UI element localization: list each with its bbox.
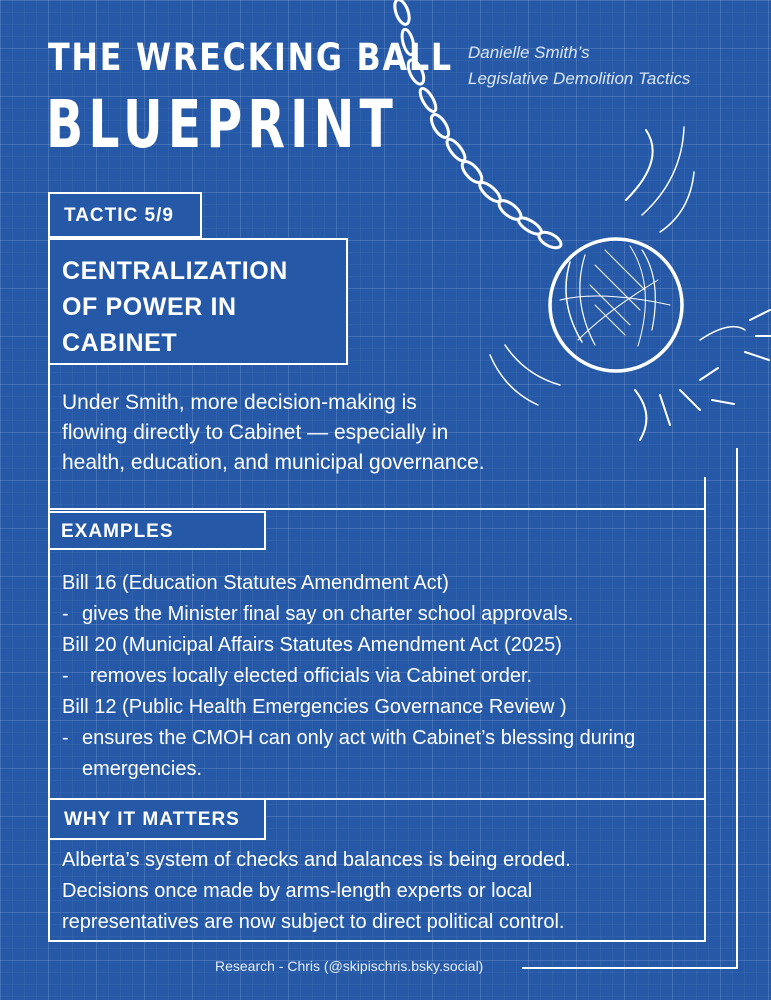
example-detail: - ensures the CMOH can only act with Cabinet’s blessing during emergencies. <box>62 723 702 785</box>
frame-line-footer <box>522 967 738 969</box>
example-detail: - removes locally elected officials via Cabinet order. <box>62 661 702 692</box>
research-credit: Research - Chris (@skipischris.bsky.social) <box>215 958 484 974</box>
subtitle-line-1: Danielle Smith’s <box>468 43 590 62</box>
why-line-1: Alberta’s system of checks and balances is being eroded. <box>62 849 571 871</box>
intro-line-1: Under Smith, more decision-making is <box>62 391 417 414</box>
tactic-intro <box>62 388 582 478</box>
example-detail-text: removes locally elected officials via Cabinet order. <box>90 665 533 687</box>
examples-list <box>62 568 702 785</box>
why-label: WHY IT MATTERS <box>48 798 266 840</box>
frame-line-intro-bottom <box>48 508 706 510</box>
why-text <box>62 845 702 938</box>
why-line-2: Decisions once made by arms-length experts or local <box>62 880 533 902</box>
intro-line-3: health, education, and municipal governance. <box>62 451 485 474</box>
tactic-title-line-1: CENTRALIZATION <box>62 257 288 285</box>
title-line-2: BLUEPRINT <box>46 86 399 163</box>
chain-icon <box>392 0 563 251</box>
title-line-1: THE WRECKING BALL <box>48 36 453 79</box>
why-line-3: representatives are now subject to direct political control. <box>62 911 565 933</box>
frame-line-outer-right <box>736 448 738 968</box>
example-bill: Bill 12 (Public Health Emergencies Governance Review ) <box>62 696 567 718</box>
example-bill: Bill 16 (Education Statutes Amendment Act) <box>62 572 449 594</box>
tactic-label: TACTIC 5/9 <box>48 192 202 238</box>
tactic-title-line-3: CABINET <box>62 329 178 357</box>
intro-line-2: flowing directly to Cabinet — especially in <box>62 421 449 444</box>
example-detail-text: ensures the CMOH can only act with Cabinet’s blessing during emergencies. <box>82 727 636 780</box>
tactic-title <box>48 238 348 365</box>
examples-label: EXAMPLES <box>48 511 266 550</box>
example-detail: - gives the Minister final say on charter school approvals. <box>62 599 702 630</box>
example-bill: Bill 20 (Municipal Affairs Statutes Amendment Act (2025) <box>62 634 562 656</box>
subtitle-line-2: Legislative Demolition Tactics <box>468 69 691 88</box>
example-detail-text: gives the Minister final say on charter school approvals. <box>82 603 574 625</box>
tactic-title-line-2: OF POWER IN <box>62 293 237 321</box>
